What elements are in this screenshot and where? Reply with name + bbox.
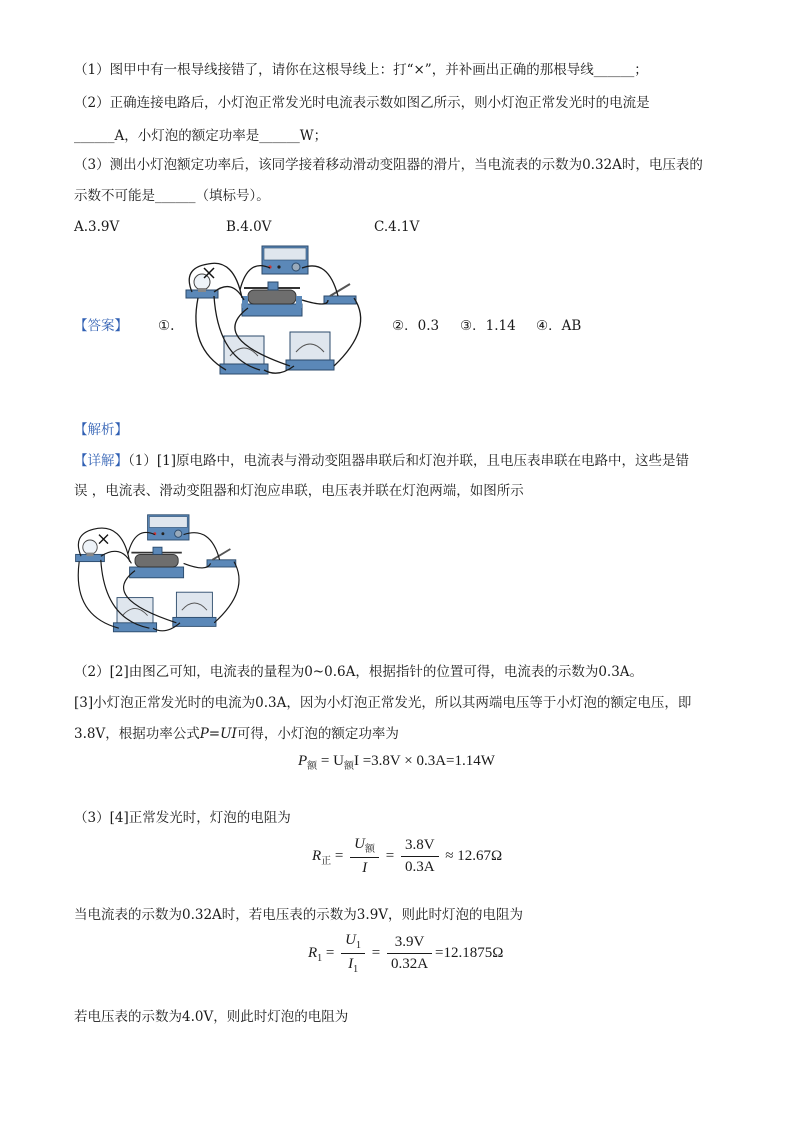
eq2-result: ≈ 12.67Ω [445,847,503,864]
eq2-den: I [362,860,368,876]
power-supply-2 [148,515,189,540]
analysis-p4: （3）[4]正常发光时，灯泡的电阻为 [74,810,291,826]
equation-power [298,753,495,772]
power-supply [262,246,308,274]
analysis-p5: 当电流表的示数为0.32A时，若电压表的示数为3.9V，则此时灯泡的电阻为 [74,907,524,923]
analysis-p1-line-1 [74,451,689,471]
answer-item-1: ①. [158,318,175,334]
eq2-num-sub: 额 [364,844,375,855]
question-2-line-2: ______A，小灯泡的额定功率是______W； [74,128,328,144]
ammeter [220,336,268,374]
eq3-lhs-sub: 1 [317,952,323,964]
ammeter-2 [113,598,156,632]
eq2-den2: 0.3A [404,859,435,875]
answer-label: 【答案】 [74,318,128,334]
question-3-line-1: （3）测出小灯泡额定功率后，该同学接着移动滑动变阻器的滑片，当电流表的示数为0.32A时，电压表的 [74,157,703,173]
answer-item-3: ③．1.14 [460,318,516,334]
eq1-mid-sub: 额 [343,761,354,772]
eq3-lhs: R [308,944,318,961]
cross-mark [204,268,214,278]
eq3-frac-numeric [387,934,432,973]
p3-text-b: 可得，小灯泡的额定功率为 [236,726,399,742]
circuit-diagram-analysis [72,505,252,647]
eq3-den-sub: 1 [353,964,359,975]
rheostat [242,282,302,316]
analysis-label: 【解析】 [74,422,128,438]
switch [324,284,356,304]
equation-resistance-1: $R_1$ = $\frac{U_1}{I_1}$ = $\frac{3.9V}{0.32A}$ =12.1875Ω [308,932,504,975]
p3-text-a: 3.8V，根据功率公式 [74,726,200,742]
eq3-den: I [348,956,354,972]
wires-2 [78,528,239,631]
wires [189,263,360,373]
equation-resistance-rated: $R_正$ = $\frac{U_额}{I}$ = $\frac{3.8V}{0.3A}$ ≈ 12.67Ω [312,836,503,876]
analysis-p1-line-1-text: （1）[1]原电路中，电流表与滑动变阻器串联后和灯泡并联，且电压表串联在电路中，这些是错 [128,453,689,469]
eq1-lhs-sub: 额 [307,761,318,772]
switch-2 [207,549,236,567]
question-3-line-2: 示数不可能是______（填标号）。 [74,188,270,204]
eq1-rest: I =3.8V × 0.3A=1.14W [353,753,495,769]
eq2-num: U [354,836,365,852]
eq3-num: U [345,932,356,948]
eq2-frac-symbolic [350,836,379,877]
analysis-p3-line-1: [3]小灯泡正常发光时的电流为0.3A，因为小灯泡正常发光，所以其两端电压等于小灯泡的额定电压，即 [74,695,692,711]
power-formula: P=UI [199,726,237,742]
eq3-result: =12.1875Ω [435,944,504,961]
eq3-frac-symbolic [341,932,365,975]
option-b: B.4.0V [226,219,272,235]
eq3-num-sub: 1 [355,940,361,951]
voltmeter [286,332,334,370]
question-2-line-1: （2）正确连接电路后，小灯泡正常发光时电流表示数如图乙所示，则小灯泡正常发光时的电流是 [74,95,650,111]
eq1-lhs: P [298,753,308,769]
option-c: C.4.1V [374,219,420,235]
analysis-p1-line-2: 误 ，电流表、滑动变阻器和灯泡应串联，电压表并联在灯泡两端，如图所示 [74,483,524,499]
eq2-lhs: R [312,847,322,864]
eq1-mid: = U [320,753,344,769]
rheostat-2 [130,547,184,578]
answer-item-2: ②．0.3 [392,318,440,334]
eq2-num2: 3.8V [401,837,439,857]
analysis-p2: （2）[2]由图乙可知，电流表的量程为0~0.6A，根据指针的位置可得，电流表的示数为0.3A。 [74,664,644,680]
analysis-p6: 若电压表的示数为4.0V，则此时灯泡的电阻为 [74,1009,349,1025]
analysis-p3-line-2 [74,724,399,744]
eq3-den2: 0.32A [390,956,429,972]
eq2-lhs-sub: 正 [321,855,332,867]
circuit-diagram-answer [178,238,378,390]
question-1: （1）图甲中有一根导线接错了，请你在这根导线上：打“×”，并补画出正确的那根导线______； [74,62,648,78]
detail-label: 【详解】 [74,453,128,469]
cross-mark-2 [99,535,108,544]
eq3-num2: 3.9V [387,934,432,954]
answer-item-4: ④．AB [536,318,582,334]
voltmeter-2 [173,592,216,626]
option-a: A.3.9V [74,219,120,235]
eq2-frac-numeric [401,837,439,876]
